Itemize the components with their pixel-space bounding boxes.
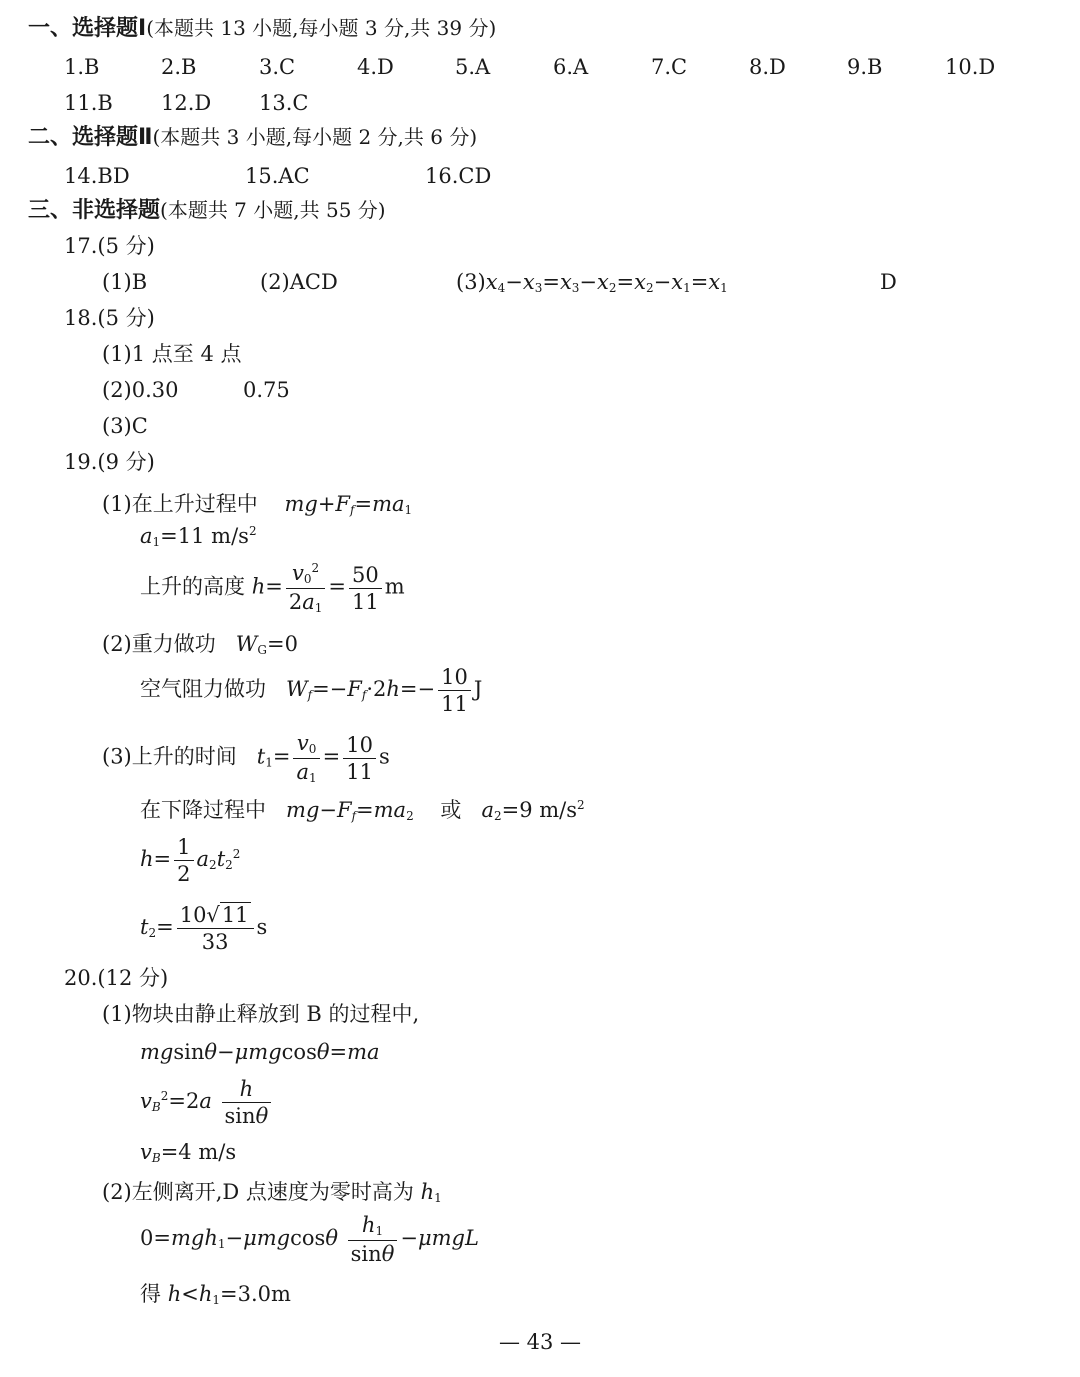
fraction: $\frac{h}{\sin\theta}$ bbox=[222, 1078, 272, 1127]
fraction: $\frac{v_0}{a_1}$ bbox=[293, 732, 319, 784]
fraction: $\frac{50}{11}$ bbox=[349, 564, 382, 613]
section-3-heading bbox=[28, 200, 386, 222]
q19-height-label: 上升的高度 bbox=[140, 574, 245, 599]
q19-h-equation: h= $\frac{1}{2}$ $a_2t_2^2$ bbox=[140, 835, 241, 887]
q19-drag-work-label: 空气阻力做功 bbox=[140, 677, 266, 702]
q20-result: 得 $h<h_1=3.0m$ bbox=[140, 1282, 291, 1307]
fraction: $\frac{h_1}{\sin\theta}$ bbox=[348, 1214, 398, 1265]
q17-part4: D bbox=[880, 270, 897, 294]
q17-part2: (2)ACD bbox=[260, 270, 338, 294]
q20-eq1: mgsinθ−μmgcosθ=ma bbox=[140, 1040, 380, 1064]
q20-part2-label: (2)左侧离开,D 点速度为零时高为 bbox=[102, 1180, 414, 1204]
answer-10: 10.D bbox=[945, 55, 996, 79]
q20-vb: $v_B=4$ m/s bbox=[140, 1140, 237, 1165]
section-2-note: (本题共 3 小题,每小题 2 分,共 6 分) bbox=[152, 125, 478, 149]
section-1-title: 一、选择题Ⅰ bbox=[28, 16, 147, 41]
q19-or: 或 bbox=[440, 798, 462, 822]
page-number: — 43 — bbox=[498, 1330, 582, 1354]
answer-9: 9.B bbox=[847, 55, 883, 79]
q19-part1: (1)在上升过程中 $mg+F_f=ma_1$ bbox=[102, 492, 413, 517]
q17-part3: $(3)x_4-x_3=x_3-x_2=x_2-x_1=x_1$ bbox=[456, 270, 728, 295]
q17-heading: 17.(5 分) bbox=[64, 234, 155, 258]
answer-4: 4.D bbox=[357, 55, 394, 79]
answer-8: 8.D bbox=[749, 55, 786, 79]
answer-12: 12.D bbox=[161, 91, 212, 115]
section-1-heading bbox=[28, 18, 496, 40]
section-2-title: 二、选择题Ⅱ bbox=[28, 125, 153, 150]
q19-a1: $a_1=11$ $m/s^2$ bbox=[140, 524, 257, 549]
q17-part1: (1)B bbox=[102, 270, 148, 294]
q19-part2: (2)重力做功 $W_G=0$ bbox=[102, 632, 298, 657]
q19-drag-work: 空气阻力做功 $W_f=-F_f\cdot 2h=-$ $\frac{10}{11}$ J bbox=[140, 665, 483, 717]
answer-15: 15.AC bbox=[245, 164, 310, 188]
q20-eq2: $v_B^2=2a$ $\frac{h}{\sin\theta}$ bbox=[140, 1078, 274, 1127]
answer-6: 6.A bbox=[553, 55, 589, 79]
answer-2: 2.B bbox=[161, 55, 197, 79]
q18-heading: 18.(5 分) bbox=[64, 306, 155, 330]
fraction: $\frac{10√11}{33}$ bbox=[177, 904, 254, 953]
q18-part1: (1)1 点至 4 点 bbox=[102, 342, 242, 366]
answer-13: 13.C bbox=[259, 91, 309, 115]
q18-part2a: (2)0.30 bbox=[102, 378, 179, 402]
q20-result-label: 得 bbox=[140, 1282, 161, 1306]
q20-part2: (2)左侧离开,D 点速度为零时高为 $h_1$ bbox=[102, 1180, 442, 1205]
fraction: $\frac{10}{11}$ bbox=[343, 734, 376, 783]
q19-height: 上升的高度 h= $\frac{v_0^2}{2a_1}$ = $\frac{50}{11}$ m bbox=[140, 561, 405, 615]
fraction: $\frac{10}{11}$ bbox=[438, 666, 471, 715]
answer-16: 16.CD bbox=[425, 164, 492, 188]
answer-14: 14.BD bbox=[64, 164, 130, 188]
section-2-heading bbox=[28, 127, 477, 149]
q20-eq3: 0=mgh$_1$−μmgcosθ $\frac{h_1}{\sin\theta}$ −μmgL bbox=[140, 1213, 479, 1266]
q18-part3: (3)C bbox=[102, 414, 148, 438]
fraction: $\frac{v_0^2}{2a_1}$ bbox=[286, 562, 326, 614]
answer-7: 7.C bbox=[651, 55, 688, 79]
q20-part1: (1)物块由静止释放到 B 的过程中, bbox=[102, 1002, 420, 1026]
q19-descent: 在下降过程中 $mg-F_f=ma_2$ 或 $a_2=9$ $m/s^2$ bbox=[140, 798, 585, 823]
q19-t2: $t_2=$ $\frac{10√11}{33}$ s bbox=[140, 903, 268, 955]
section-3-note: (本题共 7 小题,共 55 分) bbox=[160, 198, 386, 222]
q18-part2b: 0.75 bbox=[243, 378, 290, 402]
q19-part3: (3)上升的时间 $t_1=$ $\frac{v_0}{a_1}$ = $\frac{10}{11}$ s bbox=[102, 731, 390, 785]
q19-part3-label: (3)上升的时间 bbox=[102, 744, 237, 769]
q19-heading: 19.(9 分) bbox=[64, 450, 155, 474]
fraction: $\frac{1}{2}$ bbox=[174, 836, 193, 885]
q17-part3-label: (3) bbox=[456, 270, 486, 294]
q19-part2-label: (2)重力做功 bbox=[102, 632, 216, 656]
section-1-note: (本题共 13 小题,每小题 3 分,共 39 分) bbox=[146, 16, 497, 40]
q19-part1-label: (1)在上升过程中 bbox=[102, 492, 258, 516]
answer-11: 11.B bbox=[64, 91, 113, 115]
q19-a1-value: =11 m/s bbox=[160, 524, 249, 548]
answer-3: 3.C bbox=[259, 55, 296, 79]
q19-descent-label: 在下降过程中 bbox=[140, 798, 266, 822]
answer-1: 1.B bbox=[64, 55, 100, 79]
q20-heading: 20.(12 分) bbox=[64, 966, 169, 990]
answer-5: 5.A bbox=[455, 55, 491, 79]
section-3-title: 三、非选择题 bbox=[28, 198, 161, 223]
